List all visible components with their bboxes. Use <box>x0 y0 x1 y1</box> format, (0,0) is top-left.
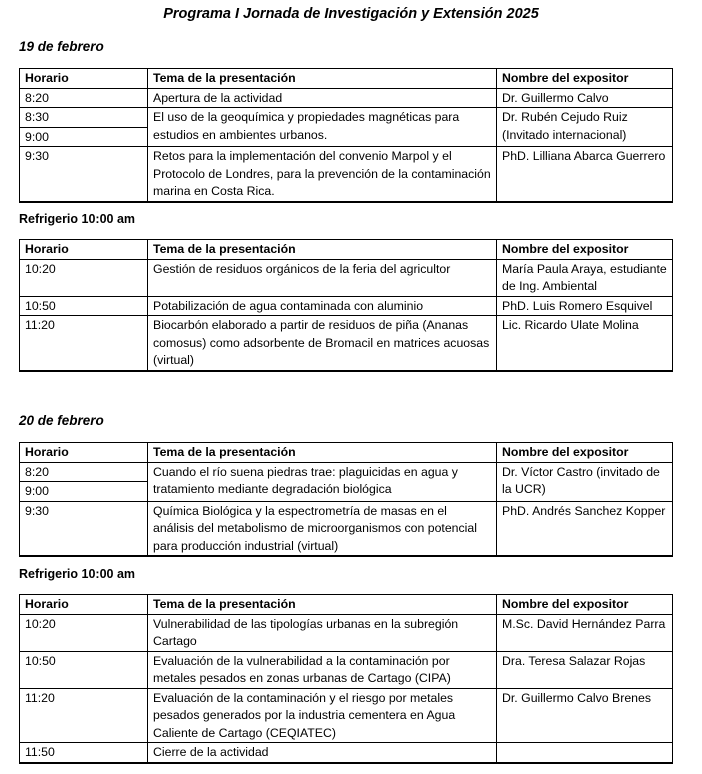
topic-cell: Cuando el río suena piedras trae: plaguicidas en agua y tratamiento mediante degradación biológica <box>148 462 497 501</box>
speaker-cell: Dr. Víctor Castro (invitado de la UCR) <box>497 462 673 501</box>
time-cell <box>20 88 148 108</box>
table-row <box>20 296 673 316</box>
time-value: 11:20 <box>25 690 55 705</box>
speaker-cell <box>497 743 673 763</box>
time-value: 10:20 <box>25 616 56 631</box>
table-row <box>20 743 673 763</box>
speaker-cell: Dr. Guillermo Calvo Brenes <box>497 688 673 743</box>
time-value: 10:50 <box>25 298 56 313</box>
speaker-cell: Lic. Ricardo Ulate Molina <box>497 316 673 371</box>
day1-break: Refrigerio 10:00 am <box>19 212 136 226</box>
header-time: Horario <box>20 69 148 89</box>
table-row <box>20 88 673 108</box>
header-time: Horario <box>20 240 148 260</box>
day1-date: 19 de febrero <box>19 39 104 54</box>
document-title: Programa I Jornada de Investigación y Extensión 2025 <box>163 6 539 22</box>
time-value: 8:20 <box>25 464 49 479</box>
topic-cell: Potabilización de agua contaminada con aluminio <box>148 296 497 316</box>
header-topic: Tema de la presentación <box>148 443 497 463</box>
table-row <box>20 614 673 651</box>
time-cell <box>20 743 148 763</box>
day1-table-2 <box>19 239 673 372</box>
table-row <box>20 316 673 371</box>
time-value: 9:00 <box>20 127 147 147</box>
time-value: 8:30 <box>25 110 49 124</box>
header-topic: Tema de la presentación <box>148 240 497 260</box>
day2-table-1 <box>19 442 673 557</box>
header-speaker: Nombre del expositor <box>497 69 673 89</box>
day2-table-2 <box>19 594 673 764</box>
speaker-cell: M.Sc. David Hernández Parra <box>497 614 673 651</box>
topic-cell: Evaluación de la contaminación y el riesgo por metales pesados generados por la industria cementera en Agua Caliente de Cartago (CEQIATEC) <box>148 688 497 743</box>
header-speaker: Nombre del expositor <box>497 240 673 260</box>
topic-cell: Gestión de residuos orgánicos de la feria del agricultor <box>148 259 497 296</box>
table-row <box>20 108 673 147</box>
speaker-cell: PhD. Luis Romero Esquivel <box>497 296 673 316</box>
header-speaker: Nombre del expositor <box>497 595 673 615</box>
time-cell <box>20 651 148 688</box>
header-topic: Tema de la presentación <box>148 595 497 615</box>
table-row <box>20 688 673 743</box>
time-value: 11:20 <box>25 318 55 332</box>
topic-cell: Vulnerabilidad de las tipologías urbanas en la subregión Cartago <box>148 614 497 651</box>
topic-cell: Retos para la implementación del convenio Marpol y el Protocolo de Londres, para la prevención de la contaminación marina en Costa Rica. <box>148 147 497 202</box>
header-topic: Tema de la presentación <box>148 69 497 89</box>
time-value: 9:00 <box>20 481 147 501</box>
header-row <box>20 240 673 260</box>
header-row <box>20 443 673 463</box>
time-value: 11:50 <box>25 745 55 759</box>
time-cell <box>20 296 148 316</box>
speaker-cell: María Paula Araya, estudiante de Ing. Ambiental <box>497 259 673 296</box>
time-cell <box>20 688 148 743</box>
table-row <box>20 462 673 501</box>
speaker-cell: PhD. Andrés Sanchez Kopper <box>497 501 673 556</box>
time-value: 10:20 <box>25 261 56 276</box>
table-row <box>20 259 673 296</box>
time-cell <box>20 316 148 371</box>
time-value: 8:20 <box>25 90 49 105</box>
speaker-cell: PhD. Lilliana Abarca Guerrero <box>497 147 673 202</box>
table-row <box>20 501 673 556</box>
topic-cell: Biocarbón elaborado a partir de residuos de piña (Ananas comosus) como adsorbente de Bromacil en matrices acuosas (virtual) <box>148 316 497 371</box>
time-value: 9:30 <box>25 149 49 163</box>
topic-cell: Química Biológica y la espectrometría de masas en el análisis del metabolismo de microorganismos con potencial para producción industrial (virtual) <box>148 501 497 556</box>
day1-table-1 <box>19 68 673 203</box>
day2-date: 20 de febrero <box>19 413 104 428</box>
header-time: Horario <box>20 595 148 615</box>
time-cell <box>20 501 148 556</box>
header-row <box>20 595 673 615</box>
time-cell <box>20 462 148 501</box>
topic-cell: El uso de la geoquímica y propiedades magnéticas para estudios en ambientes urbanos. <box>148 108 497 147</box>
header-row <box>20 69 673 89</box>
time-cell <box>20 147 148 202</box>
table-row <box>20 651 673 688</box>
time-value: 10:50 <box>25 653 56 668</box>
time-cell <box>20 614 148 651</box>
speaker-cell: Dr. Rubén Cejudo Ruiz (Invitado internacional) <box>497 108 673 147</box>
speaker-cell: Dr. Guillermo Calvo <box>497 88 673 108</box>
topic-cell: Cierre de la actividad <box>148 743 497 763</box>
time-value: 9:30 <box>25 503 49 518</box>
header-time: Horario <box>20 443 148 463</box>
day2-break: Refrigerio 10:00 am <box>19 567 136 581</box>
speaker-cell: Dra. Teresa Salazar Rojas <box>497 651 673 688</box>
time-cell <box>20 108 148 147</box>
time-cell <box>20 259 148 296</box>
topic-cell: Evaluación de la vulnerabilidad a la contaminación por metales pesados en zonas urbanas de Cartago (CIPA) <box>148 651 497 688</box>
header-speaker: Nombre del expositor <box>497 443 673 463</box>
table-row <box>20 147 673 202</box>
topic-cell: Apertura de la actividad <box>148 88 497 108</box>
